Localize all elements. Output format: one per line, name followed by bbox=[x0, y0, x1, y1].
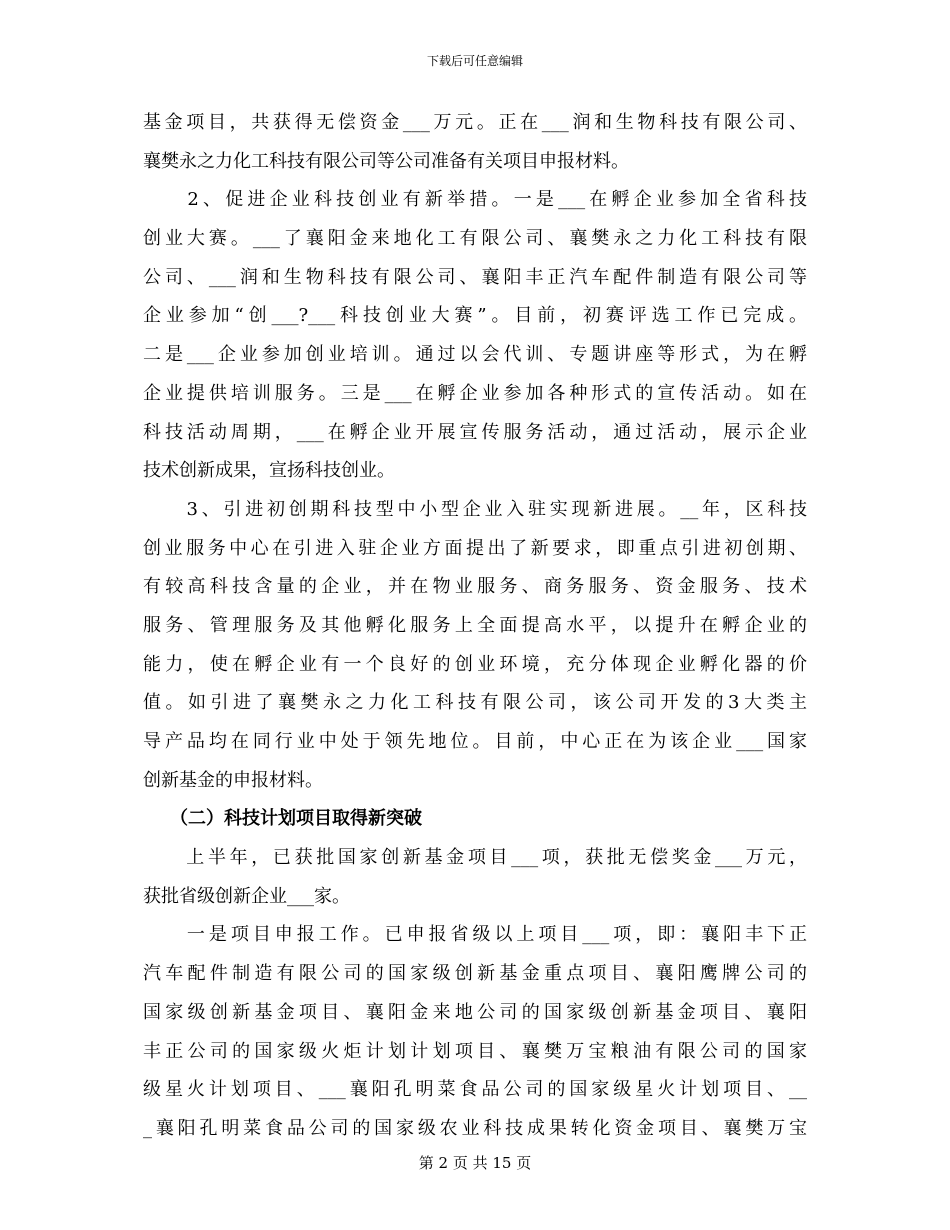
section-heading: （二）科技计划项目取得新突破 bbox=[143, 808, 422, 830]
body-text-line: 上半年，已获批国家创新基金项目___项，获批无偿奖金___万元， bbox=[143, 847, 807, 869]
body-text-line: 3、引进初创期科技型中小型企业入驻实现新进展。__年，区科技 bbox=[143, 498, 807, 520]
body-text-line: 能力，使在孵企业有一个良好的创业环境，充分体现企业孵化器的价 bbox=[143, 653, 807, 675]
page-number: 第 2 页 共 15 页 bbox=[418, 1154, 532, 1172]
body-text-line: 创业服务中心在引进入驻企业方面提出了新要求，即重点引进初创期、 bbox=[143, 537, 807, 559]
document-body bbox=[143, 104, 807, 1149]
body-text-line: 国家级创新基金项目、襄阳金来地公司的国家级创新基金项目、襄阳 bbox=[143, 1001, 807, 1023]
body-text-line: 襄樊永之力化工科技有限公司等公司准备有关项目申报材料。 bbox=[143, 150, 629, 172]
page-header: 下载后可任意编辑 bbox=[426, 54, 523, 68]
body-text-line: 企业参加“创___?___科技创业大赛”。目前，初赛评选工作已完成。 bbox=[143, 305, 807, 327]
body-text-line: 获批省级创新企业___家。 bbox=[143, 885, 350, 907]
body-text-line: 服务、管理服务及其他孵化服务上全面提高水平，以提升在孵企业的 bbox=[143, 614, 807, 636]
body-text-line: 技术创新成果，宣扬科技创业。 bbox=[143, 460, 395, 482]
body-text-line: 一是项目申报工作。已申报省级以上项目___项，即：襄阳丰下正 bbox=[143, 924, 807, 946]
body-text-line: 值。如引进了襄樊永之力化工科技有限公司，该公司开发的3大类主 bbox=[143, 692, 807, 714]
body-text-line: 二是___企业参加创业培训。通过以会代训、专题讲座等形式，为在孵 bbox=[143, 344, 807, 366]
body-text-line: 2、促进企业科技创业有新举措。一是___在孵企业参加全省科技 bbox=[143, 189, 807, 211]
body-text-line: 创新基金的申报材料。 bbox=[143, 769, 323, 791]
body-text-line: 科技活动周期，___在孵企业开展宣传服务活动，通过活动，展示企业 bbox=[143, 421, 807, 443]
body-text-line: 级星火计划项目、___襄阳孔明菜食品公司的国家级星火计划项目、__ bbox=[143, 1079, 807, 1101]
body-text-line: 企业提供培训服务。三是___在孵企业参加各种形式的宣传活动。如在 bbox=[143, 382, 807, 404]
body-text-line: 创业大赛。___了襄阳金来地化工有限公司、襄樊永之力化工科技有限 bbox=[143, 228, 807, 250]
body-text-line: 丰正公司的国家级火炬计划计划项目、襄樊万宝粮油有限公司的国家 bbox=[143, 1040, 807, 1062]
body-text-line: 导产品均在同行业中处于领先地位。目前，中心正在为该企业___国家 bbox=[143, 731, 807, 752]
body-text-line: 有较高科技含量的企业，并在物业服务、商务服务、资金服务、技术 bbox=[143, 576, 807, 598]
body-text-line: 汽车配件制造有限公司的国家级创新基金重点项目、襄阳鹰牌公司的 bbox=[143, 963, 807, 985]
body-text-line: _襄阳孔明菜食品公司的国家级农业科技成果转化资金项目、襄樊万宝 bbox=[143, 1117, 807, 1139]
body-text-line: 基金项目，共获得无偿资金___万元。正在___润和生物科技有限公司、 bbox=[143, 112, 807, 133]
body-text-line: 公司、___润和生物科技有限公司、襄阳丰正汽车配件制造有限公司等 bbox=[143, 266, 807, 288]
